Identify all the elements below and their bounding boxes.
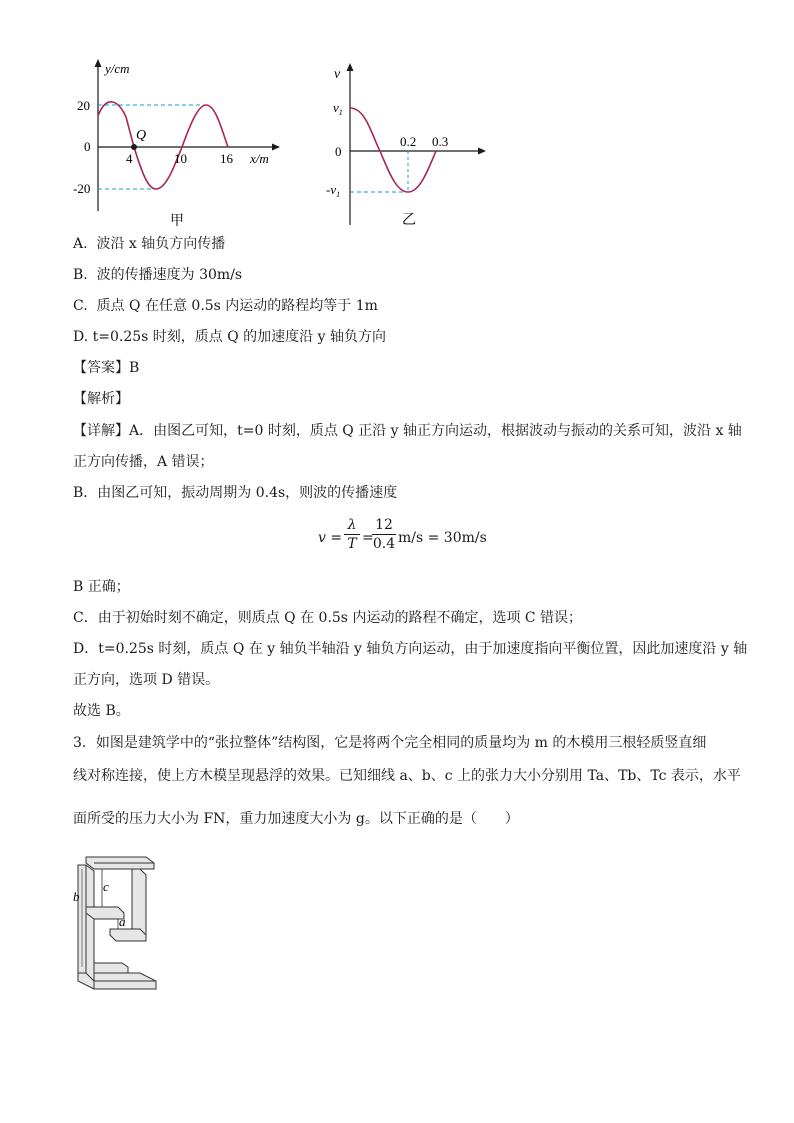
velocity-curve <box>350 108 436 192</box>
bottom-lower-step <box>94 963 128 973</box>
conclusion: 故选 B。 <box>73 703 130 719</box>
detail-a-line2: 正方向传播，A 错误； <box>73 454 214 470</box>
detail-a-line1: 【详解】A．由图乙可知，t=0 时刻，质点 Q 正沿 y 轴正方向运动，根据波动与振动的关系可知，波沿 x 轴 <box>73 423 742 439</box>
wave-curve <box>98 102 228 189</box>
label-b: b <box>73 889 80 904</box>
option-c: C. 质点 Q 在任意 0.5s 内运动的路程均等于 1m <box>73 298 378 314</box>
formula-frac2 <box>372 517 396 553</box>
formula-frac1 <box>344 517 360 553</box>
x-tick-4: 4 <box>126 151 133 166</box>
formula-rhs: m/s = 30m/s <box>398 530 487 546</box>
wave-graph-jia <box>70 55 290 235</box>
x-tick-16: 16 <box>220 151 233 166</box>
v-axis-arrow <box>347 63 354 71</box>
label-a: a <box>119 914 126 929</box>
v-tick-0: 0 <box>335 144 342 159</box>
option-a: A. 波沿 x 轴负方向传播 <box>73 236 226 252</box>
answer: 【答案】B <box>73 360 140 376</box>
analysis-header: 【解析】 <box>73 391 129 407</box>
option-b: B. 波的传播速度为 30m/s <box>73 267 243 283</box>
y-tick-neg20: -20 <box>73 181 91 196</box>
y-tick-0: 0 <box>84 139 91 154</box>
detail-c-line: C．由于初始时刻不确定，则质点 Q 在 0.5s 内运动的路程不确定，选项 C 错误； <box>73 610 583 626</box>
formula-lhs: v = <box>318 530 343 546</box>
detail-b-line1: B．由图乙可知，振动周期为 0.4s，则波的传播速度 <box>73 485 398 501</box>
frac2-den: 0.4 <box>372 536 396 552</box>
x-tick-10: 10 <box>174 151 187 166</box>
frac1-num: λ <box>347 517 357 533</box>
detail-d-line1: D．t=0.25s 时刻，质点 Q 在 y 轴负半轴沿 y 轴负方向运动，由于加速度指向平衡位置，因此加速度沿 y 轴 <box>73 641 748 657</box>
option-d: D. t=0.25s 时刻，质点 Q 的加速度沿 y 轴负方向 <box>73 329 386 345</box>
x-axis-arrow <box>272 144 280 151</box>
v-axis-label: v <box>334 67 341 82</box>
detail-b-line2: B 正确； <box>73 579 130 595</box>
frac1-den: T <box>344 534 360 553</box>
tensegrity-figure <box>70 855 170 1000</box>
t-tick-0.2: 0.2 <box>400 134 417 149</box>
caption-jia: 甲 <box>170 213 184 229</box>
point-q <box>131 144 137 150</box>
q3-line1: 3．如图是建筑学中的“张拉整体”结构图，它是将两个完全相同的质量均为 m 的木模用三根轻质竖直细 <box>73 735 707 751</box>
label-c: c <box>103 879 109 894</box>
formula-eq: = <box>362 530 374 546</box>
upper-bottom-arm <box>110 929 146 941</box>
upper-post <box>132 869 146 935</box>
formula <box>318 517 488 565</box>
vt-graph-yi <box>320 60 500 235</box>
point-q-label: Q <box>136 128 147 143</box>
frac2-num: 12 <box>375 517 393 533</box>
q3-line3: 面所受的压力大小为 FN，重力加速度大小为 g。以下正确的是（ ） <box>73 811 519 827</box>
y-tick-20: 20 <box>77 98 90 113</box>
caption-yi: 乙 <box>402 212 416 228</box>
t-axis-arrow <box>478 148 486 155</box>
t-tick-0.3: 0.3 <box>432 134 449 149</box>
v-tick-neg-v1: $-v_1$ <box>326 182 341 199</box>
detail-d-line2: 正方向，选项 D 错误。 <box>73 672 220 688</box>
x-axis-label: x/m <box>250 151 269 166</box>
v-tick-v1: $v_1$ <box>333 100 343 117</box>
y-axis-label: y/cm <box>105 61 130 76</box>
q3-line2: 线对称连接，使上方木模呈现悬浮的效果。已知细线 a、b、c 上的张力大小分别用 Ta、Tb、Tc 表示，水平 <box>73 768 741 784</box>
y-axis-arrow <box>95 59 102 67</box>
